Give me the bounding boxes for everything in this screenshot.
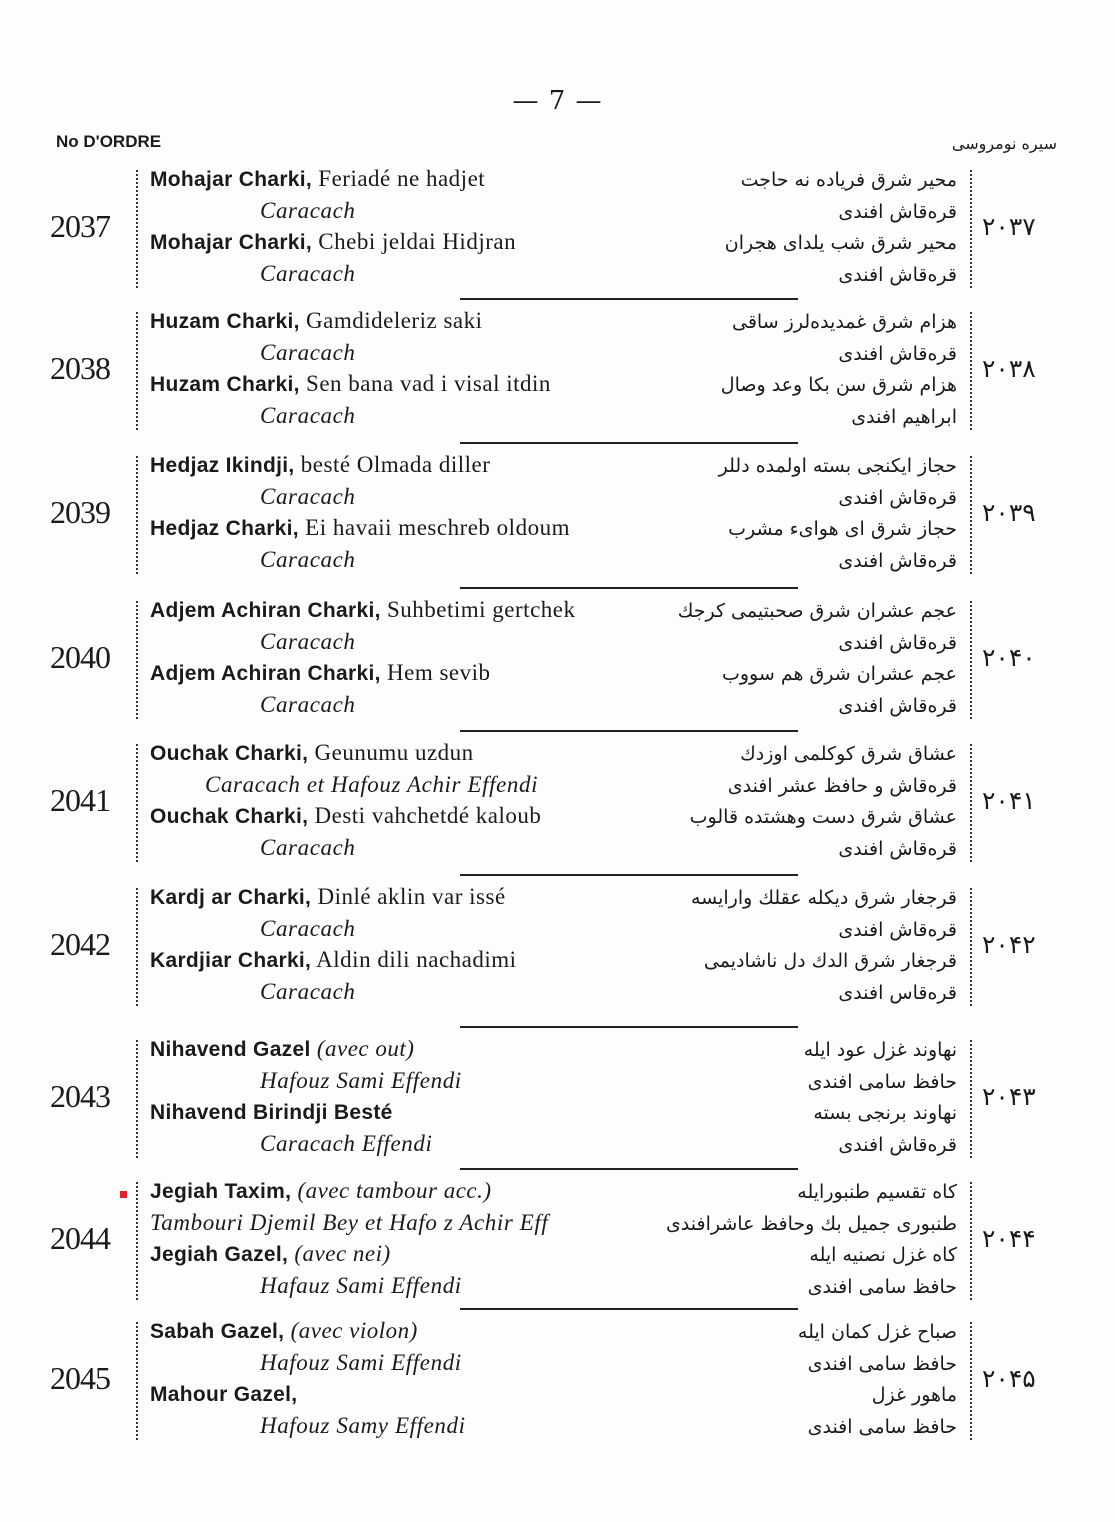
column-divider-right [970,312,972,430]
ottoman-text: محير شرق فرياده نه حاجت [740,169,957,191]
title-line [150,371,551,397]
title-line [150,1178,492,1204]
song-title: Dinlé aklin var issé [311,884,506,909]
entry-separator [460,442,798,444]
genre-name: Kardjiar Charki, [150,949,312,972]
entry-separator [460,730,798,732]
column-divider-right [970,888,972,1006]
column-divider-left [136,744,138,862]
column-divider-left [136,1182,138,1300]
ottoman-text: قره‌قاش افندى [838,632,957,654]
ottoman-text: ماهور غزل [871,1384,957,1406]
ottoman-text: قره‌قاس افندى [838,982,957,1004]
ottoman-text: قرجغار شرق الدك دل ناشاديمى [703,950,957,972]
genre-name: Ouchak Charki, [150,742,309,765]
entry-separator [460,1026,798,1028]
title-line [150,1318,418,1344]
column-divider-right [970,170,972,288]
performer-line: Caracach [260,340,356,365]
genre-name: Mahour Gazel, [150,1383,298,1406]
catalog-entry [0,1318,1115,1448]
red-mark [120,1191,127,1198]
song-title: (avec tambour acc.) [291,1178,492,1203]
catalog-entry [0,1036,1115,1166]
genre-name: Ouchak Charki, [150,805,309,828]
title-line [150,166,485,192]
entry-separator [460,1168,798,1170]
ottoman-text: عشاق شرق دست وهشتده قالوب [689,806,957,828]
song-title: besté Olmada diller [294,452,491,477]
ottoman-text: كاه تقسيم طنبورايله [797,1181,957,1203]
performer-line: Caracach [260,198,356,223]
catalog-entry [0,1178,1115,1308]
column-divider-right [970,456,972,574]
performer-line: Caracach [260,979,356,1004]
entry-separator [460,1308,798,1310]
ottoman-text: قره‌قاش افندى [838,264,957,286]
catalog-entry [0,884,1115,1014]
song-title: Desti vahchetdé kaloub [308,803,542,828]
song-title: Gamdideleriz saki [299,308,483,333]
order-number-ottoman: ۲۰۴۳ [982,1082,1036,1111]
ottoman-text: قره‌قاش افندى [838,550,957,572]
performer-line: Caracach Effendi [260,1131,433,1156]
column-divider-left [136,312,138,430]
order-number: 2045 [50,1360,110,1396]
order-number-ottoman: ۲۰۴۱ [982,786,1036,815]
page-number: — 7 — [512,86,603,116]
catalog-entry [0,597,1115,727]
title-line [150,1241,391,1267]
song-title: Geunumu uzdun [308,740,474,765]
ottoman-text: حافظ سامى افندى [807,1416,957,1438]
order-number: 2042 [50,926,110,962]
title-line [150,597,576,623]
ottoman-text: قره‌قاش و حافظ عشر افندى [727,775,957,797]
song-title: Ei havaii meschreb oldoum [298,515,570,540]
order-number-header: No D'ORDRE [56,132,162,151]
title-line [150,452,490,478]
order-number: 2044 [50,1220,110,1256]
order-number-ottoman: ۲۰۳۷ [982,212,1036,241]
order-number: 2038 [50,350,110,386]
song-title: (avec violon) [284,1318,418,1343]
ottoman-text: طنبورى جميل بك وحافظ عاشرافندى [665,1213,957,1235]
genre-name: Sabah Gazel, [150,1320,285,1343]
column-divider-left [136,601,138,719]
ottoman-text: هزام شرق غمديده‌لرز ساقى [732,311,957,333]
title-line [150,1036,414,1062]
performer-line: Tambouri Djemil Bey et Hafo z Achir Eff [150,1210,549,1235]
entry-separator [460,874,798,876]
catalog-entry [0,740,1115,870]
ottoman-text: قره‌قاش افندى [838,695,957,717]
title-line [150,947,517,973]
order-number: 2037 [50,208,110,244]
catalog-entry [0,308,1115,438]
ottoman-text: حافظ سامى افندى [807,1353,957,1375]
genre-name: Huzam Charki, [150,373,300,396]
ottoman-text: حافظ سامى افندى [807,1276,957,1298]
catalog-entry [0,166,1115,296]
ottoman-text: قره‌قاش افندى [838,201,957,223]
performer-line: Hafouz Samy Effendi [260,1413,466,1438]
title-line [150,660,491,686]
genre-name: Hedjaz Ikindji, [150,454,295,477]
ottoman-text: ابراهيم افندى [851,406,957,428]
performer-line: Caracach [260,629,356,654]
ottoman-text: عجم عشران شرق هم سووب [721,663,957,685]
performer-line: Hafouz Sami Effendi [260,1350,462,1375]
column-divider-left [136,888,138,1006]
column-divider-right [970,1182,972,1300]
title-line [150,308,483,334]
genre-name: Adjem Achiran Charki, [150,662,381,685]
genre-name: Jegiah Taxim, [150,1180,292,1203]
ottoman-text: هزام شرق سن بكا وعد وصال [720,374,957,396]
genre-name: Mohajar Charki, [150,168,313,191]
order-number-ottoman: ۲۰۴۰ [982,643,1036,672]
ottoman-text: قرجغار شرق ديكله عقلك وارايسه [690,887,957,909]
order-number: 2040 [50,639,110,675]
genre-name: Adjem Achiran Charki, [150,599,381,622]
genre-name: Hedjaz Charki, [150,517,299,540]
genre-name: Mohajar Charki, [150,231,313,254]
order-number: 2039 [50,494,110,530]
column-divider-left [136,1040,138,1158]
performer-line: Caracach [260,261,356,286]
title-line [150,229,516,255]
ottoman-text: قره‌قاش افندى [838,487,957,509]
column-divider-left [136,1322,138,1440]
title-line [150,1099,393,1125]
genre-name: Nihavend Gazel [150,1038,311,1061]
performer-line: Caracach [260,835,356,860]
song-title: Suhbetimi gertchek [380,597,576,622]
order-number: 2043 [50,1078,110,1114]
genre-name: Kardj ar Charki, [150,886,312,909]
order-number-ottoman: ۲۰۴۵ [982,1364,1036,1393]
column-divider-right [970,1322,972,1440]
column-divider-right [970,1040,972,1158]
ottoman-text: عشاق شرق كوكلمى اوزدك [740,743,957,765]
ottoman-text: قره‌قاش افندى [838,1134,957,1156]
title-line [150,803,541,829]
order-number-ottoman: ۲۰۴۴ [982,1224,1036,1253]
column-divider-right [970,601,972,719]
catalog-entry [0,452,1115,582]
order-number-ottoman: ۲۰۳۹ [982,498,1036,527]
ottoman-text: قره‌قاش افندى [838,838,957,860]
genre-name: Jegiah Gazel, [150,1243,289,1266]
song-title: (avec nei) [288,1241,391,1266]
ottoman-text: عجم عشران شرق صحبتيمى كرجك [677,600,957,622]
order-number-ottoman: ۲۰۴۲ [982,930,1036,959]
title-line [150,884,506,910]
ottoman-text: محير شرق شب يلداى هجران [724,232,957,254]
title-line [150,740,474,766]
performer-line: Caracach [260,403,356,428]
song-title: Aldin dili nachadimi [311,947,517,972]
ottoman-text: قره‌قاش افندى [838,343,957,365]
order-number-header-ottoman: سيره نومروسى [951,134,1057,153]
song-title: Chebi jeldai Hidjran [312,229,517,254]
genre-name: Huzam Charki, [150,310,300,333]
entry-separator [460,298,798,300]
ottoman-text: نهاوند برنجى بسته [813,1102,957,1124]
title-line [150,515,570,541]
order-number-ottoman: ۲۰۳۸ [982,354,1036,383]
title-line [150,1381,297,1407]
performer-line: Hafauz Sami Effendi [260,1273,462,1298]
ottoman-text: حافظ سامى افندى [807,1071,957,1093]
ottoman-text: صباح غزل كمان ايله [797,1321,957,1343]
performer-line: Caracach [260,692,356,717]
ottoman-text: حجاز ايكنجى بسته اولمده دللر [718,455,957,477]
genre-name: Nihavend Birindji Besté [150,1101,393,1124]
ottoman-text: نهاوند غزل عود ايله [803,1039,957,1061]
performer-line: Caracach et Hafouz Achir Effendi [205,772,539,797]
column-divider-left [136,170,138,288]
ottoman-text: كاه غزل نصنيه ايله [809,1244,957,1266]
entry-separator [460,587,798,589]
order-number: 2041 [50,782,110,818]
song-title: Sen bana vad i visal itdin [299,371,551,396]
performer-line: Caracach [260,916,356,941]
performer-line: Hafouz Sami Effendi [260,1068,462,1093]
song-title: Hem sevib [380,660,491,685]
performer-line: Caracach [260,547,356,572]
song-title: (avec out) [310,1036,415,1061]
ottoman-text: قره‌قاش افندى [838,919,957,941]
performer-line: Caracach [260,484,356,509]
song-title: Feriadé ne hadjet [312,166,486,191]
ottoman-text: حجاز شرق اى هواىء مشرب [728,518,957,540]
column-divider-right [970,744,972,862]
column-divider-left [136,456,138,574]
